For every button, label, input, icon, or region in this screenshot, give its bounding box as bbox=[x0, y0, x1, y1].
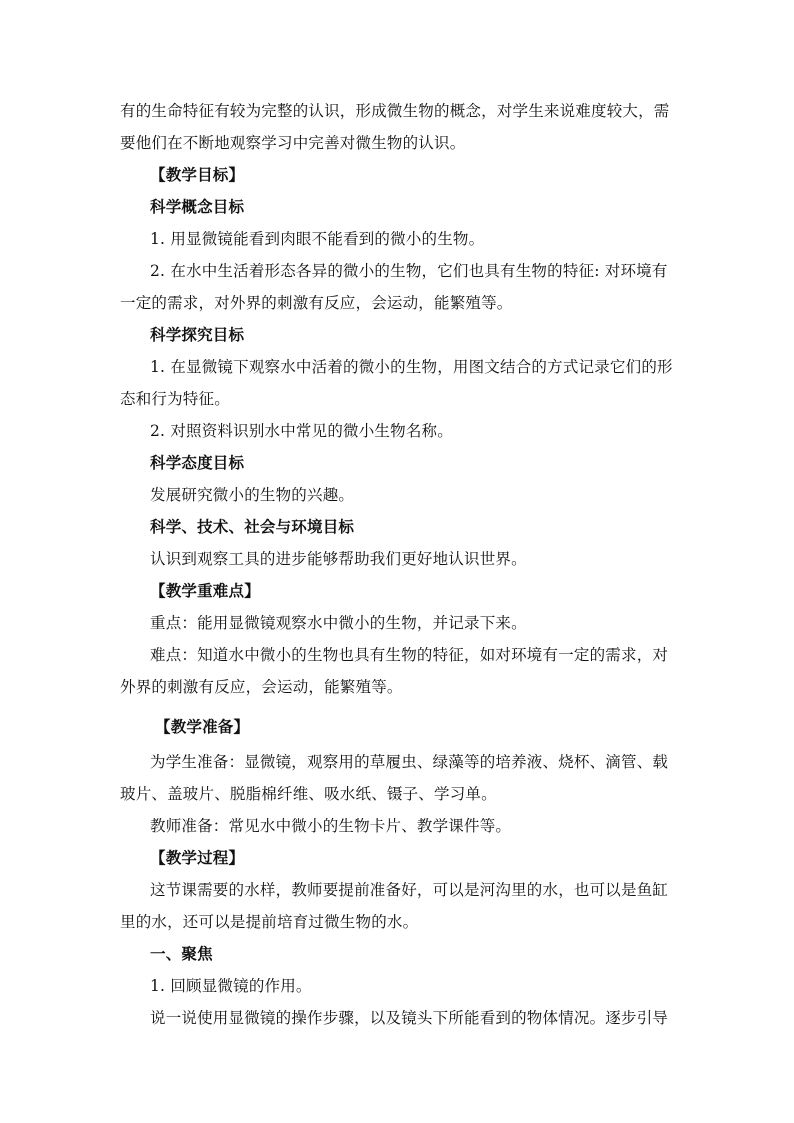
paragraph-line: 1. 用显微镜能看到肉眼不能看到的微小的生物。 bbox=[150, 230, 485, 248]
paragraph-line: 有的生命特征有较为完整的认识，形成微生物的概念，对学生来说难度较大，需 bbox=[120, 102, 670, 120]
paragraph-line: 发展研究微小的生物的兴趣。 bbox=[150, 486, 355, 504]
paragraph-line: 1. 回顾显微镜的作用。 bbox=[150, 977, 312, 995]
subsection-heading: 科学概念目标 bbox=[150, 197, 245, 216]
section-heading: 【教学准备】 bbox=[155, 717, 250, 736]
paragraph-line: 认识到观察工具的进步能够帮助我们更好地认识世界。 bbox=[150, 550, 527, 568]
paragraph-line: 一定的需求，对外界的刺激有反应，会运动，能繁殖等。 bbox=[120, 294, 513, 312]
section-heading: 【教学目标】 bbox=[150, 165, 245, 184]
paragraph-line: 要他们在不断地观察学习中完善对微生物的认识。 bbox=[120, 134, 466, 152]
paragraph-line: 玻片、盖玻片、脱脂棉纤维、吸水纸、镊子、学习单。 bbox=[120, 785, 497, 803]
subsection-heading: 一、聚焦 bbox=[150, 944, 213, 963]
paragraph-line: 里的水，还可以是提前培育过微生物的水。 bbox=[120, 913, 419, 931]
paragraph-line: 外界的刺激有反应，会运动，能繁殖等。 bbox=[120, 678, 403, 696]
paragraph-line: 为学生准备：显微镜，观察用的草履虫、绿藻等的培养液、烧杯、滴管、载 bbox=[150, 753, 669, 771]
subsection-heading: 科学态度目标 bbox=[150, 453, 245, 472]
section-heading: 【教学过程】 bbox=[150, 848, 245, 867]
paragraph-line: 这节课需要的水样，教师要提前准备好，可以是河沟里的水，也可以是鱼缸 bbox=[150, 881, 669, 899]
paragraph-line: 说一说使用显微镜的操作步骤，以及镜头下所能看到的物体情况。逐步引导 bbox=[150, 1009, 669, 1027]
paragraph-line: 1. 在显微镜下观察水中活着的微小的生物，用图文结合的方式记录它们的形 bbox=[150, 358, 673, 376]
subsection-heading: 科学、技术、社会与环境目标 bbox=[150, 517, 355, 536]
paragraph-line: 难点：知道水中微小的生物也具有生物的特征，如对环境有一定的需求，对 bbox=[150, 646, 669, 664]
paragraph-line: 2. 在水中生活着形态各异的微小的生物，它们也具有生物的特征: 对环境有 bbox=[150, 262, 668, 280]
paragraph-line: 2. 对照资料识别水中常见的微小生物名称。 bbox=[150, 422, 453, 440]
paragraph-line: 教师准备：常见水中微小的生物卡片、教学课件等。 bbox=[150, 817, 512, 835]
subsection-heading: 科学探究目标 bbox=[150, 325, 245, 344]
section-heading: 【教学重难点】 bbox=[150, 581, 260, 600]
paragraph-line: 态和行为特征。 bbox=[120, 390, 230, 408]
paragraph-line: 重点：能用显微镜观察水中微小的生物，并记录下来。 bbox=[150, 614, 527, 632]
